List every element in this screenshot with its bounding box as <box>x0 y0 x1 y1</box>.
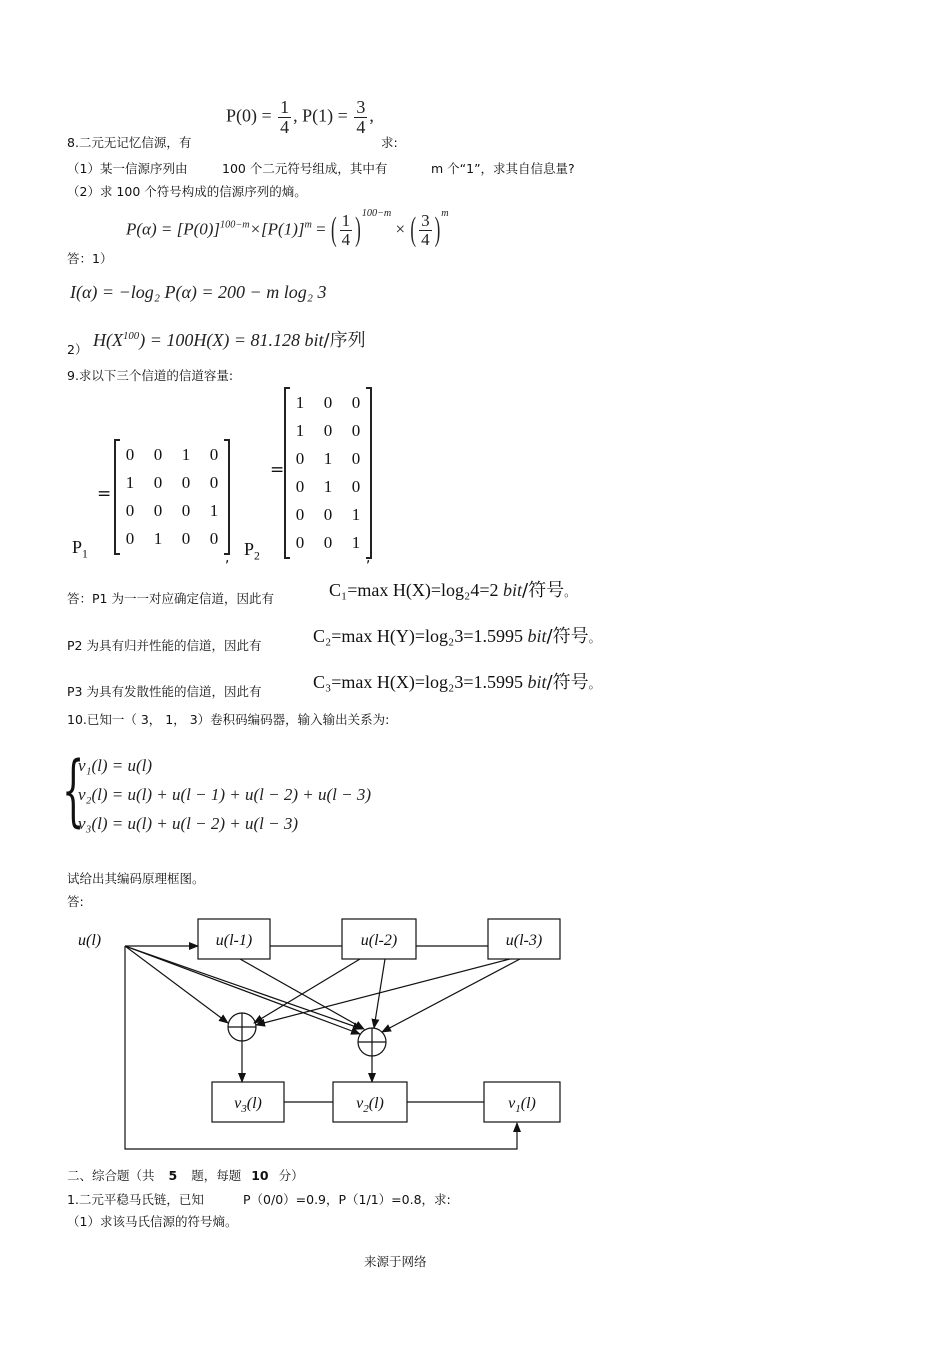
q8-lead: 8.二元无记忆信源，有 <box>67 135 192 150</box>
shift-label-2: u(l-2) <box>360 932 398 949</box>
p1-row <box>116 441 228 469</box>
p2-row <box>286 529 370 557</box>
q8-line1-a: （1）某一信源序列由 <box>67 161 188 176</box>
q9-ans1-end: 。 <box>564 585 577 599</box>
q10-brace: { <box>62 746 85 836</box>
q8-frac-p0 <box>278 98 291 137</box>
q8-eq1-exp4: m <box>441 207 449 219</box>
q8-eq1-f2-den: 4 <box>421 229 430 249</box>
p2-row <box>286 445 370 473</box>
p2-cell: 0 <box>323 393 333 412</box>
section2-heading-b: 题，每题 <box>191 1168 242 1183</box>
q9-p1-eq: = <box>97 484 112 504</box>
p2-cell: 1 <box>351 505 361 524</box>
section2-heading-n2: 10 <box>251 1168 269 1183</box>
q9-p2-comma: , <box>366 550 371 566</box>
diagram-input-label: u(l) <box>78 932 102 949</box>
q8-eq1-frac2 <box>419 212 432 249</box>
q9-p2-matrix <box>284 389 372 557</box>
q8-p1-lhs: P(1) = <box>302 105 348 126</box>
arrow-u-to-left <box>125 946 228 1023</box>
p2-cell: 1 <box>351 533 361 552</box>
p2-row <box>286 389 370 417</box>
q8-eq3-a: H(X <box>93 330 123 350</box>
q9-ans1-cap <box>329 576 576 602</box>
q9-p2-table <box>286 389 370 557</box>
p1-cell: 0 <box>153 473 163 492</box>
q9-p2-label-sub: 2 <box>254 549 260 563</box>
q8-eq1-f2-num: 3 <box>421 211 430 230</box>
p1-cell: 0 <box>209 529 219 548</box>
q9-ans3-tail: /符号 <box>546 672 589 693</box>
q8-frac-p1 <box>354 98 367 137</box>
p1-cell: 0 <box>153 445 163 464</box>
p1-cell: 1 <box>125 473 135 492</box>
section2-q1-b: P（0/0）=0.9，P（1/1）=0.8，求: <box>243 1192 451 1207</box>
q9-ans2-cap <box>313 622 601 648</box>
q8-line2: （2）求 100 个符号构成的信源序列的熵。 <box>67 184 307 199</box>
q10-prompt: 试给出其编码原理框图。 <box>67 871 205 886</box>
q8-eq1-exp1: 100−m <box>220 219 250 231</box>
q9-p1-label-sub: 1 <box>82 547 88 561</box>
section2-heading-c: 分） <box>278 1168 304 1183</box>
p2-cell: 0 <box>351 421 361 440</box>
q8-eq1-frac1 <box>340 212 353 249</box>
q8-end: , <box>369 105 374 126</box>
q8-line1-c: m 个“1”，求其自信息量? <box>431 161 575 176</box>
output-label-v1: $v_1(l)$ <box>508 1095 536 1115</box>
q8-eq1-eq: = <box>316 219 326 239</box>
q8-p1-den: 4 <box>356 116 366 137</box>
p1-row <box>116 525 228 553</box>
q8-ans-label: 答：1） <box>67 251 113 266</box>
p1-row <box>116 469 228 497</box>
q9-ans2-text: P2 为具有归并性能的信道，因此有 <box>67 638 262 653</box>
output-label-v3: $v_3(l)$ <box>234 1095 262 1115</box>
q8-eq2: I(α) = −log₂ P(α) = 200 − m log₂ 3 <box>70 282 327 302</box>
q8-p1-num: 3 <box>356 97 366 117</box>
p1-cell: 0 <box>153 501 163 520</box>
q8-prob-formula <box>226 98 374 137</box>
q8-eq1-f1-num: 1 <box>341 211 351 230</box>
p1-cell: 0 <box>125 445 135 464</box>
output-label-v2: $v_2(l)$ <box>356 1095 384 1115</box>
shift-label-1: u(l-1) <box>215 932 253 949</box>
q9-ans3-cap <box>313 668 601 694</box>
p2-cell: 0 <box>351 393 361 412</box>
q8-p0-lhs: P(0) = <box>226 105 272 126</box>
q9-p1-label-text: P <box>72 537 83 557</box>
q10-title: 10.已知一（ 3， 1， 3）卷积码编码器，输入输出关系为: <box>67 712 390 727</box>
arrow-u2-to-left <box>254 959 360 1023</box>
p2-cell: 1 <box>323 477 333 496</box>
p2-cell: 0 <box>351 477 361 496</box>
q9-p1-matrix <box>114 441 230 553</box>
q9-p2-eq: = <box>270 460 285 480</box>
q9-ans1-formula: C₁=max H(X)=log₂4=2 <box>329 580 499 600</box>
q9-ans1-tail: /符号 <box>522 580 565 601</box>
q9-p2-label-text: P <box>244 539 255 559</box>
q8-tail: 求: <box>381 135 398 150</box>
q8-eq3-unit-tail: /序列 <box>323 330 366 351</box>
q8-eq1: $P(\alpha) = [P(0)]^{100-m}\times[P(1)]^m$ = ( $\frac{1}{4}$ )$^{100-m}$ × ( $\frac{3}{4}$ )$^m$ <box>126 207 449 249</box>
p1-cell: 1 <box>209 501 219 520</box>
shift-label-3: u(l-3) <box>505 932 543 949</box>
q8-eq1-exp3: 100−m <box>361 207 392 219</box>
q9-title: 9.求以下三个信道的信道容量: <box>67 368 234 383</box>
section2-q1-1: （1）求该马氏信源的符号熵。 <box>67 1214 238 1229</box>
q8-sep: , <box>293 105 298 126</box>
page-footer: 来源于网络 <box>364 1254 427 1269</box>
arrow-u3-to-right <box>382 959 520 1032</box>
p1-cell: 0 <box>209 473 219 492</box>
p1-cell: 0 <box>209 445 219 464</box>
q8-eq1-f1-den: 4 <box>341 229 351 249</box>
q10-eq3: v₃(l) = u(l) + u(l − 2) + u(l − 3) <box>78 814 298 833</box>
q9-ans2-unit: bit <box>527 626 547 646</box>
p1-cell: 1 <box>181 445 191 464</box>
q9-p1-table <box>116 441 228 553</box>
q9-ans3-unit: bit <box>527 672 547 692</box>
section2-q1-a: 1.二元平稳马氏链，已知 <box>67 1192 204 1207</box>
p2-cell: 0 <box>295 477 305 496</box>
section2-heading-n1: 5 <box>168 1168 178 1183</box>
p2-cell: 0 <box>295 449 305 468</box>
q8-eq1-mid: ×[P(1)] <box>249 219 305 239</box>
p1-cell: 0 <box>125 529 135 548</box>
q8-eq3 <box>93 326 366 352</box>
q8-eq1-lhs: P(α) = [P(0)] <box>126 219 221 239</box>
p2-row <box>286 417 370 445</box>
q8-eq1-times: × <box>395 219 406 239</box>
p1-row <box>116 497 228 525</box>
q9-ans3-formula: C₃=max H(X)=log₂3=1.5995 <box>313 672 523 692</box>
q9-ans2-formula: C₂=max H(Y)=log₂3=1.5995 <box>313 626 523 646</box>
p1-cell: 1 <box>153 529 163 548</box>
p2-cell: 1 <box>295 393 305 412</box>
q8-eq1-exp2: m <box>304 219 312 231</box>
q8-eq3-sup: 100 <box>123 330 140 342</box>
q10-eq1: v₁(l) = u(l) <box>78 756 153 775</box>
p1-cell: 0 <box>181 529 191 548</box>
q8-p0-den: 4 <box>280 116 290 137</box>
q8-line1-b: 100 个二元符号组成，其中有 <box>222 161 388 176</box>
q9-p1-comma: , <box>225 550 230 566</box>
p2-cell: 1 <box>323 449 333 468</box>
p2-row <box>286 473 370 501</box>
p1-cell: 0 <box>125 501 135 520</box>
section2-heading <box>67 1166 304 1184</box>
p2-cell: 0 <box>295 505 305 524</box>
p2-cell: 0 <box>323 505 333 524</box>
q9-p2-label <box>244 539 260 563</box>
q9-ans1-text: 答：P1 为一一对应确定信道，因此有 <box>67 591 274 606</box>
q8-eq3-unit: bit <box>304 330 324 350</box>
p2-cell: 0 <box>323 533 333 552</box>
direct-path-v1 <box>125 946 517 1149</box>
q8-p0-num: 1 <box>280 97 290 117</box>
q10-ans-label: 答: <box>67 894 84 909</box>
p2-cell: 0 <box>351 449 361 468</box>
section2-heading-a: 二、综合题（共 <box>67 1168 155 1183</box>
q9-ans3-end: 。 <box>588 677 601 691</box>
q9-ans1-unit: bit <box>503 580 523 600</box>
q10-eq2: v₂(l) = u(l) + u(l − 1) + u(l − 2) + u(l − 3) <box>78 785 371 804</box>
p2-cell: 0 <box>295 533 305 552</box>
p2-row <box>286 501 370 529</box>
p1-cell: 0 <box>181 501 191 520</box>
q9-ans2-end: 。 <box>588 631 601 645</box>
p2-cell: 1 <box>295 421 305 440</box>
q9-p1-label <box>72 537 88 561</box>
q9-ans3-text: P3 为具有发散性能的信道，因此有 <box>67 684 262 699</box>
p1-cell: 0 <box>181 473 191 492</box>
q9-ans2-tail: /符号 <box>546 626 589 647</box>
encoder-diagram <box>70 915 570 1155</box>
q8-ans2-label: 2） <box>67 342 88 357</box>
q8-eq3-b: ) = 100H(X) = 81.128 <box>139 330 305 350</box>
p2-cell: 0 <box>323 421 333 440</box>
